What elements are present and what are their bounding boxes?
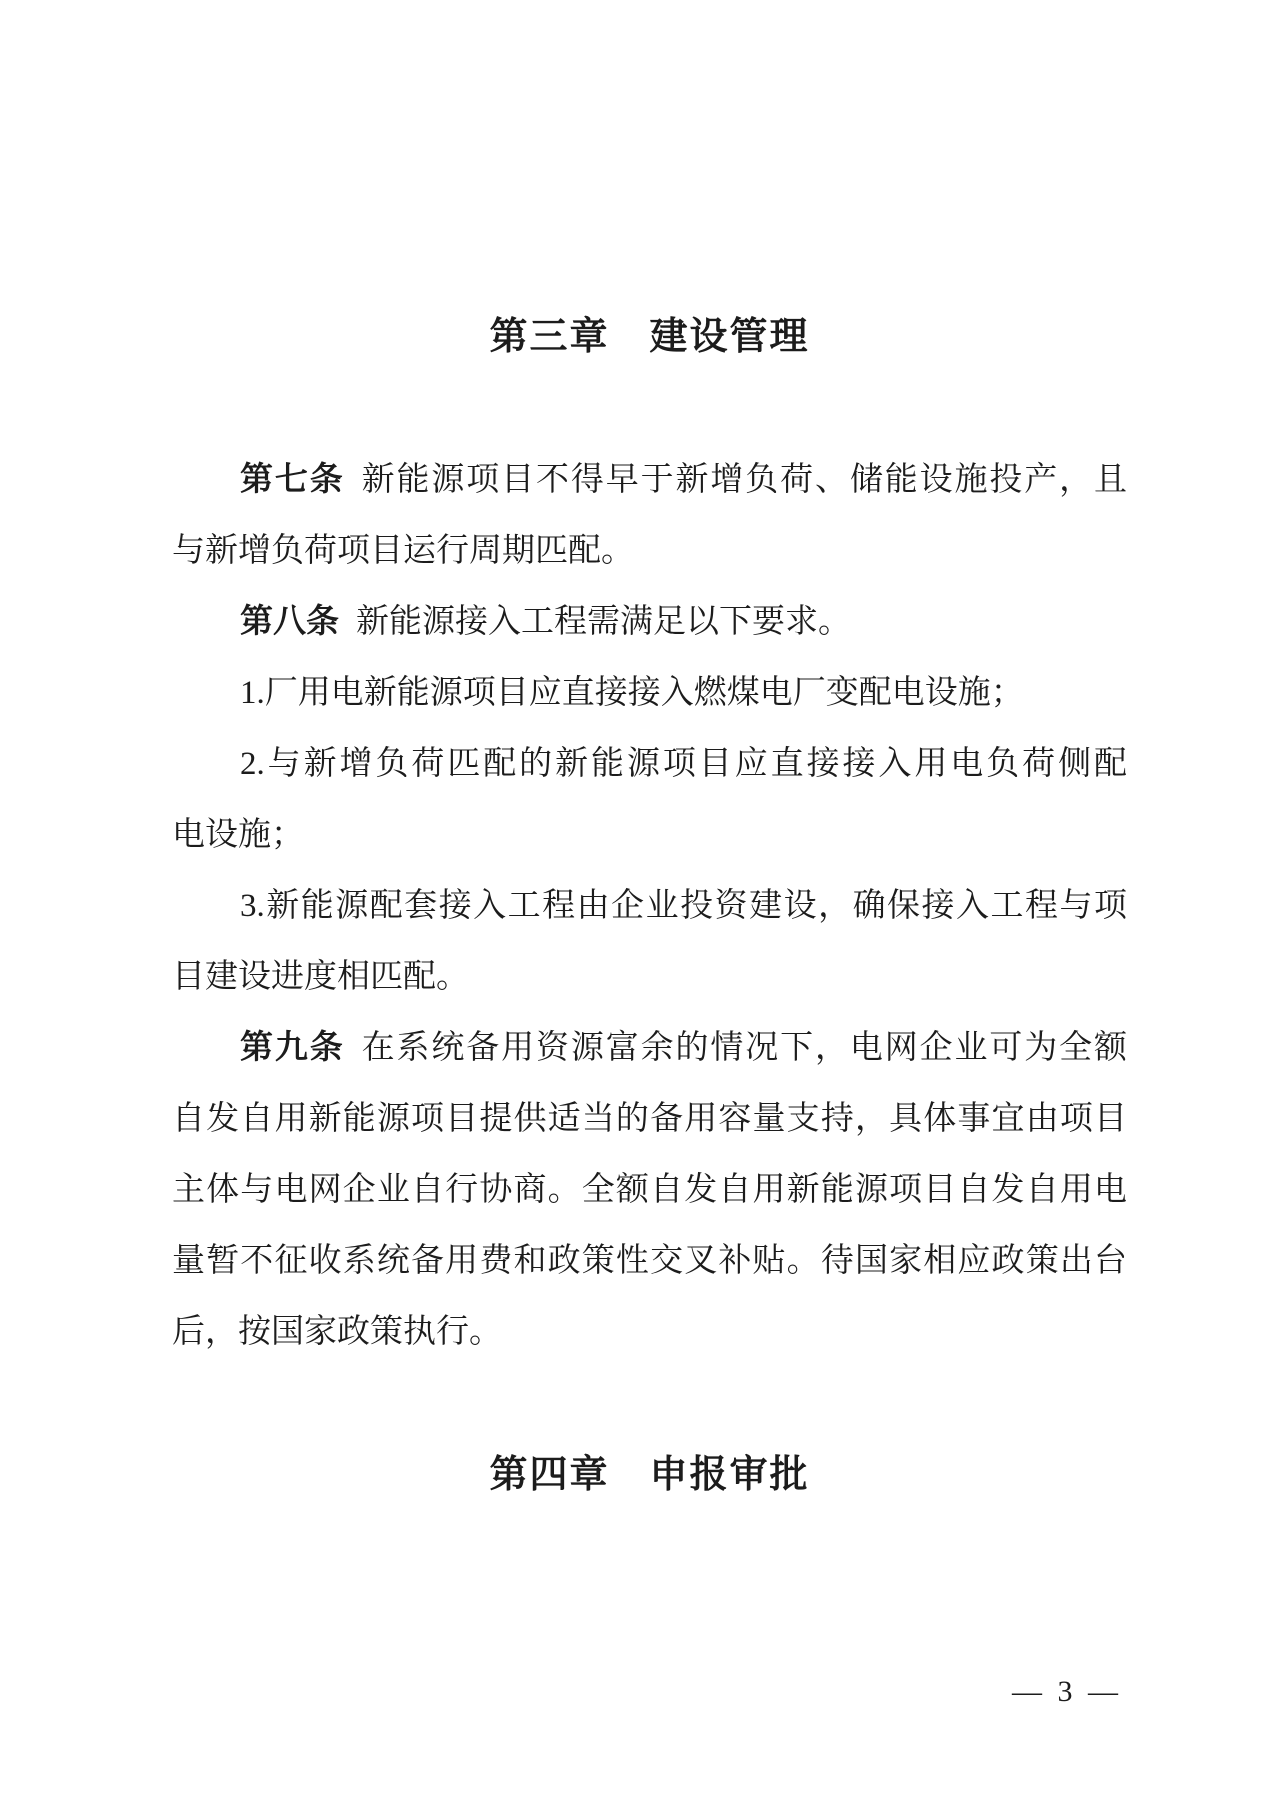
body-line — [172, 1013, 1127, 1084]
article-8-label: 第八条 — [240, 604, 339, 640]
line-text: 2.与新增负荷匹配的新能源项目应直接接入用电负荷侧配 — [240, 746, 1127, 782]
line-text: 新能源接入工程需满足以下要求。 — [356, 604, 851, 640]
line-text: 1.厂用电新能源项目应直接接入燃煤电厂变配电设施； — [240, 675, 1024, 711]
line-text: 量暂不征收系统备用费和政策性交叉补贴。待国家相应政策出台 — [172, 1243, 1127, 1279]
body-line — [172, 729, 1127, 800]
body-line — [172, 871, 1127, 942]
line-text: 主体与电网企业自行协商。全额自发自用新能源项目自发自用电 — [172, 1172, 1127, 1208]
body-line — [172, 516, 1127, 587]
body-line — [172, 445, 1127, 516]
line-text: 3.新能源配套接入工程由企业投资建设，确保接入工程与项 — [240, 888, 1127, 924]
body-line — [172, 942, 1127, 1013]
body-text-block — [172, 445, 1127, 1368]
line-text: 目建设进度相匹配。 — [172, 959, 469, 995]
body-line — [172, 1084, 1127, 1155]
line-text: 电设施； — [172, 817, 304, 853]
line-text: 新能源项目不得早于新增负荷、储能设施投产，且 — [361, 462, 1127, 498]
body-line — [172, 1155, 1127, 1226]
page-number: — 3 — — [1012, 1675, 1122, 1708]
article-9-label: 第九条 — [240, 1030, 345, 1066]
line-text: 后，按国家政策执行。 — [172, 1314, 502, 1350]
body-line — [172, 800, 1127, 871]
line-text: 与新增负荷项目运行周期匹配。 — [172, 533, 634, 569]
body-line — [172, 587, 1127, 658]
line-text: 在系统备用资源富余的情况下，电网企业可为全额 — [361, 1030, 1127, 1066]
line-text: 自发自用新能源项目提供适当的备用容量支持，具体事宜由项目 — [172, 1101, 1127, 1137]
chapter-4-heading: 第四章 申报审批 — [489, 1454, 810, 1496]
body-line — [172, 658, 1127, 729]
body-line — [172, 1297, 1127, 1368]
body-line — [172, 1226, 1127, 1297]
chapter-3-heading: 第三章 建设管理 — [489, 316, 810, 358]
article-7-label: 第七条 — [240, 462, 345, 498]
